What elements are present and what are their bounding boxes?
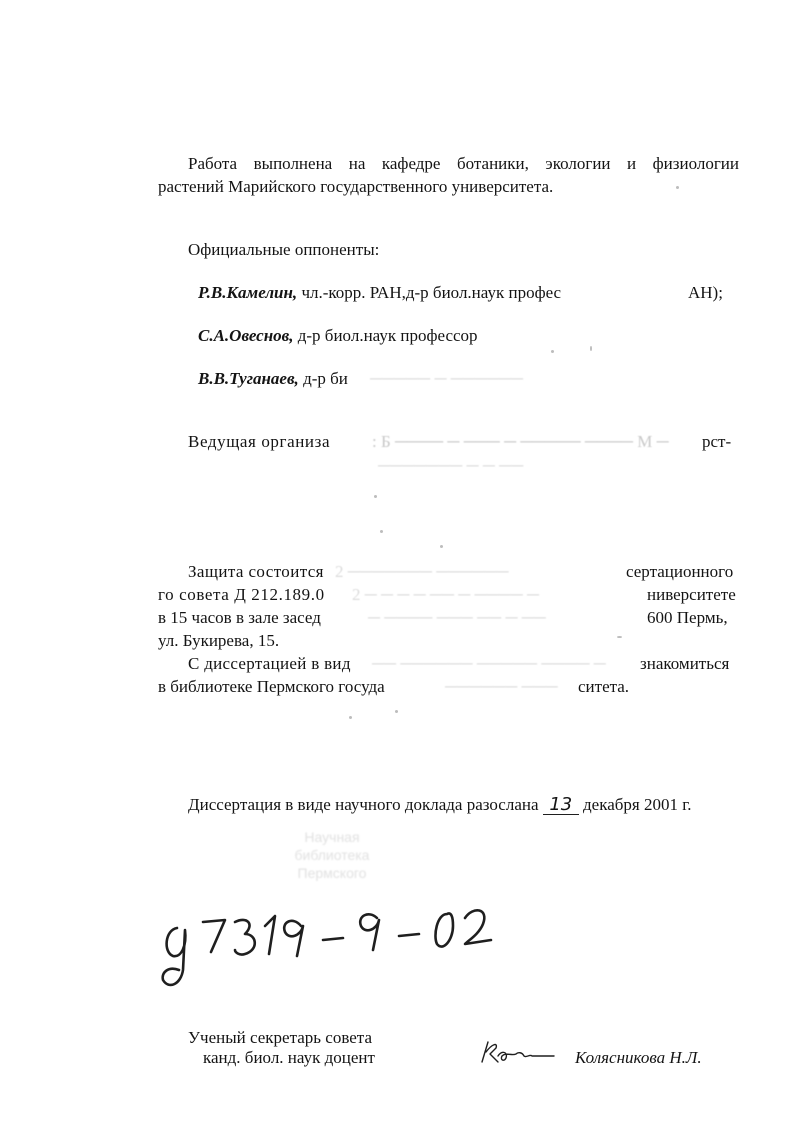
- distribution-line: [188, 795, 692, 815]
- defense-line-6-faded: ────── ───: [445, 677, 558, 696]
- defense-line-2-end: ниверситете: [647, 585, 736, 604]
- defense-line-2-start: го совета Д 212.189.0: [158, 585, 325, 604]
- distribution-text-after: декабря 2001 г.: [578, 795, 692, 814]
- defense-line-4: ул. Букирева, 15.: [158, 631, 280, 650]
- defense-line-1-faded: 2 ─────── ──────: [335, 562, 509, 581]
- secretary-role-line-2: канд. биол. наук доцент: [203, 1048, 375, 1067]
- opponent-1-name: Р.В.Камелин,: [198, 283, 298, 302]
- opponent-1-faded-gap: [575, 283, 685, 303]
- defense-line-1-end: сертационного: [626, 562, 734, 581]
- opponent-2: [198, 326, 478, 346]
- leading-org-faded-2: ─────── ─ ─ ──: [378, 456, 524, 475]
- defense-line-6-start: в библиотеке Пермского госуда: [158, 677, 385, 696]
- defense-line-2-faded: 2 ─ ─ ─ ─ ── ─ ──── ─: [352, 585, 540, 604]
- defense-line-5-end: знакомиться: [640, 654, 730, 673]
- defense-line-1-start: Защита состоится: [188, 562, 324, 581]
- secretary-role-line-1: Ученый секретарь совета: [188, 1028, 372, 1047]
- defense-line-3-faded: ─ ──── ─── ── ─ ──: [368, 608, 546, 627]
- signature: [478, 1038, 558, 1066]
- stamp-line-2: библиотека: [294, 847, 370, 863]
- stamp-line-3: Пермского: [297, 865, 367, 881]
- intro-line-2: растений Марийского государственного университета.: [158, 177, 554, 196]
- distribution-text-before: Диссертация в виде научного доклада разослана: [188, 795, 543, 814]
- opponent-3-faded: ───── ─ ──────: [370, 369, 524, 388]
- intro-line-1: Работа выполнена на кафедре ботаники, экологии и физиологии: [188, 154, 739, 173]
- opponent-1-tail: АН);: [688, 283, 723, 302]
- opponent-3: [198, 369, 348, 389]
- leading-org-tail: рст-: [702, 432, 732, 451]
- library-stamp: [232, 828, 432, 882]
- secretary-name: Колясникова Н.Л.: [575, 1048, 702, 1067]
- handwritten-number: [155, 900, 505, 995]
- stamp-line-1: Научная: [304, 829, 360, 845]
- opponent-2-name: С.А.Овеснов,: [198, 326, 294, 345]
- defense-line-3-start: в 15 часов в зале засед: [158, 608, 321, 627]
- defense-line-3-end: 600 Пермь,: [647, 608, 728, 627]
- opponent-1-details: чл.-корр. РАН,д-р биол.наук профес: [297, 283, 562, 302]
- defense-line-5-start: С диссертацией в вид: [188, 654, 351, 673]
- defense-line-5-faded: ── ────── ───── ──── ─: [372, 654, 606, 673]
- distribution-day: 13: [543, 796, 579, 815]
- opponent-3-name: В.В.Туганаев,: [198, 369, 299, 388]
- opponent-3-details: д-р би: [298, 369, 348, 388]
- leading-org-label: Ведущая организа: [188, 432, 331, 451]
- opponent-1: [198, 283, 561, 303]
- opponents-heading: Официальные оппоненты:: [188, 240, 380, 259]
- defense-line-6-end: ситета.: [578, 677, 630, 696]
- leading-org-faded-1: : Б ──── ─ ─── ─ ───── ──── М ─: [372, 432, 669, 451]
- opponent-2-details: д-р биол.наук профессор: [293, 326, 478, 345]
